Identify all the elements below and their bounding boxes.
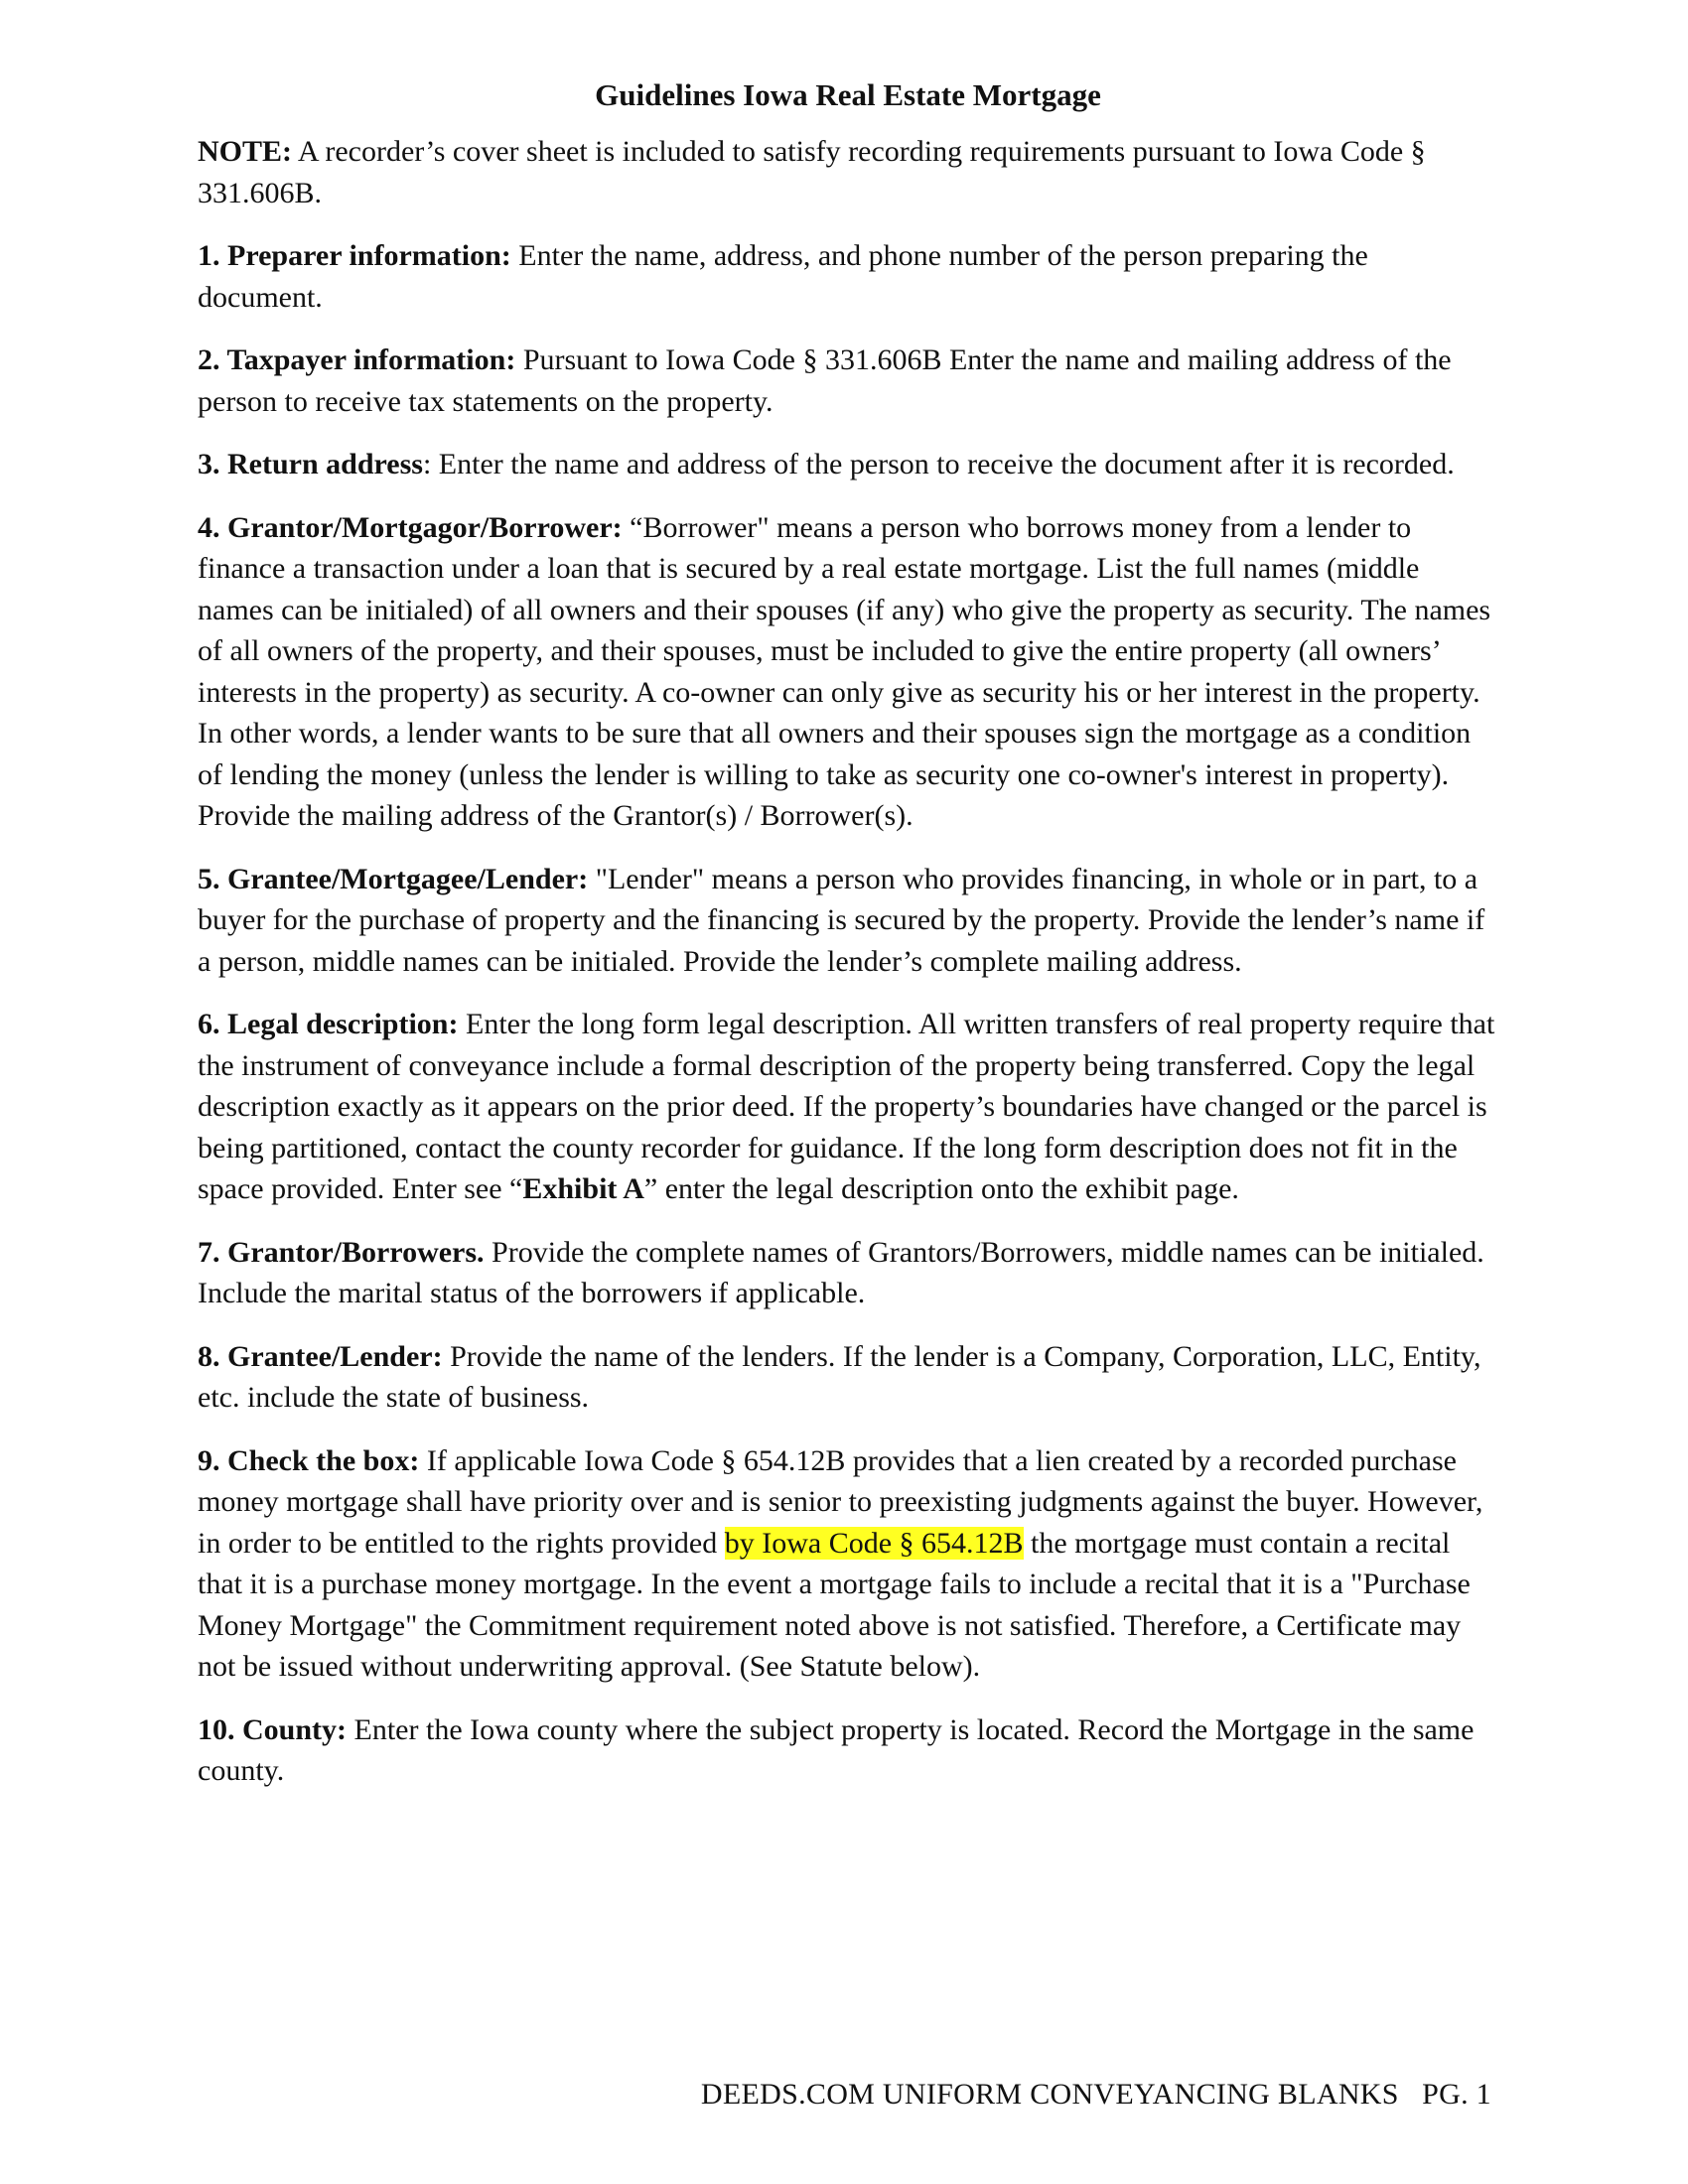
item-text: Enter the long form legal description. All written transfers of real property require that the instrument of conveyance include a formal description of the property being transferred. Copy the legal description exactly as it appears on the prior deed. If the property’s boundaries have changed or the parcel is being partitioned, contact the county recorder for guidance. If the long form description does not fit in the space provided. Enter see “ (198, 1008, 1495, 1205)
item-10-county (198, 1709, 1498, 1792)
item-text: Enter the Iowa county where the subject property is located. Record the Mortgage in the same county. (198, 1712, 1475, 1787)
item-text: "Lender" means a person who provides financing, in whole or in part, to a buyer for the purchase of property and the financing is secured by the property. Provide the lender’s name if a person, middle names can be initialed. Provide the lender’s complete mailing address. (198, 862, 1485, 978)
item-text: Provide the name of the lenders. If the lender is a Company, Corporation, LLC, Entity, etc. include the state of business. (198, 1339, 1481, 1414)
item-text: Provide the complete names of Grantors/Borrowers, middle names can be initialed. Include the marital status of the borrowers if applicable. (198, 1235, 1484, 1309)
item-1-preparer-information (198, 235, 1498, 318)
note-paragraph (198, 131, 1498, 213)
item-label: 5. Grantee/Mortgagee/Lender: (198, 862, 589, 895)
item-5-grantee-mortgagee-lender (198, 859, 1498, 983)
item-label: 10. County: (198, 1712, 348, 1746)
item-2-taxpayer-information (198, 340, 1498, 422)
item-4-grantor-mortgagor-borrower (198, 507, 1498, 837)
note-text: A recorder’s cover sheet is included to satisfy recording requirements pursuant to Iowa Code § 331.606B. (198, 135, 1426, 209)
note-label: NOTE: (198, 135, 293, 168)
item-9-check-the-box (198, 1440, 1498, 1688)
item-text: Enter the name, address, and phone number of the person preparing the document. (198, 239, 1368, 314)
item-label: 4. Grantor/Mortgagor/Borrower: (198, 510, 623, 544)
document-title: Guidelines Iowa Real Estate Mortgage (595, 77, 1101, 112)
highlighted-code-reference: by Iowa Code § 654.12B (724, 1526, 1024, 1560)
item-text-after: ” enter the legal description onto the exhibit page. (643, 1172, 1239, 1205)
item-label: 6. Legal description: (198, 1008, 459, 1040)
item-8-grantee-lender (198, 1336, 1498, 1419)
item-3-return-address (198, 444, 1498, 485)
item-extra-text: Provide the mailing address of the Grantor(s) / Borrower(s). (198, 799, 914, 832)
item-text: If applicable Iowa Code § 654.12B provides that a lien created by a recorded purchase money mortgage shall have priority over and is senior to preexisting judgments against the buyer. However, in order to be entitled to the rights provided (198, 1443, 1483, 1560)
item-6-legal-description (198, 1004, 1498, 1210)
item-label: 8. Grantee/Lender: (198, 1339, 443, 1373)
item-label: 2. Taxpayer information: (198, 343, 516, 376)
document-page (198, 75, 1498, 1814)
item-text: Pursuant to Iowa Code § 331.606B Enter the name and mailing address of the person to receive tax statements on the property. (198, 343, 1452, 418)
item-text-after: the mortgage must contain a recital that it is a purchase money mortgage. In the event a mortgage fails to include a recital that it is a "Purchase Money Mortgage" the Commitment requirement noted above is not satisfied. Therefore, a Certificate may not be issued without underwriting approval. (See Statute below). (198, 1526, 1471, 1683)
item-7-grantor-borrowers (198, 1232, 1498, 1314)
item-text: “Borrower" means a person who borrows money from a lender to finance a transaction under a loan that is secured by a real estate mortgage. List the full names (middle names can be initialed) of all owners and their spouses (if any) who give the property as security. The names of all owners of the property, and their spouses, must be included to give the entire property (all owners’ interests in the property) as security. A co-owner can only give as security his or her interest in the property. In other words, a lender wants to be sure that all owners and their spouses sign the mortgage as a condition of lending the money (unless the lender is willing to take as security one co-owner's interest in property). (198, 510, 1491, 791)
exhibit-a-reference: Exhibit A (522, 1172, 644, 1205)
item-text: : Enter the name and address of the person to receive the document after it is recorded. (422, 448, 1455, 480)
item-label: 7. Grantor/Borrowers. (198, 1235, 485, 1269)
item-label: 3. Return address (198, 448, 423, 480)
item-label: 9. Check the box: (198, 1443, 420, 1477)
page-footer: DEEDS.COM UNIFORM CONVEYANCING BLANKS PG. 1 (700, 2078, 1491, 2111)
item-label: 1. Preparer information: (198, 239, 511, 272)
